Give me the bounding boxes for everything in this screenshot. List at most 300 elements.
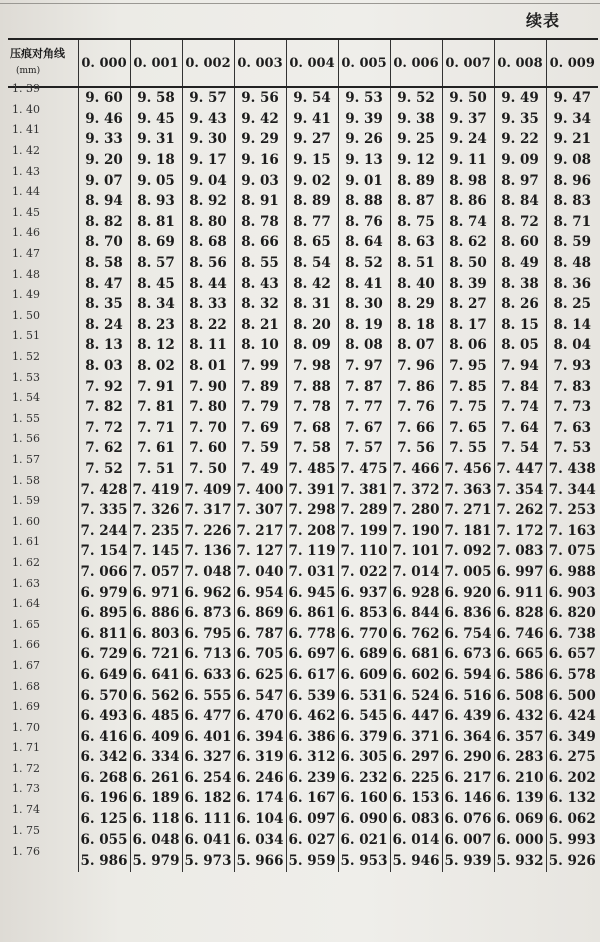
table-row	[8, 129, 598, 150]
hardness-value-cell: 7. 94	[494, 356, 546, 377]
hardness-value-cell: 6. 196	[78, 788, 130, 809]
hardness-value-cell: 8. 54	[286, 253, 338, 274]
hardness-value-cell: 6. 076	[442, 809, 494, 830]
hardness-value-cell: 5. 959	[286, 850, 338, 872]
diagonal-cell: 1. 52	[12, 350, 40, 364]
table-row	[8, 582, 598, 603]
hardness-value-cell: 6. 334	[130, 747, 182, 768]
hardness-value-cell: 7. 110	[338, 541, 390, 562]
hardness-value-cell: 9. 53	[338, 87, 390, 109]
hardness-value-cell: 6. 531	[338, 685, 390, 706]
hardness-value-cell: 8. 77	[286, 212, 338, 233]
table-row	[8, 665, 598, 686]
hardness-value-cell: 6. 617	[286, 665, 338, 686]
hardness-value-cell: 7. 71	[130, 418, 182, 439]
hardness-value-cell: 9. 31	[130, 129, 182, 150]
hardness-value-cell: 7. 90	[182, 376, 234, 397]
hardness-value-cell: 8. 31	[286, 294, 338, 315]
hardness-value-cell: 5. 966	[234, 850, 286, 872]
hardness-value-cell: 8. 30	[338, 294, 390, 315]
hardness-value-cell: 7. 59	[234, 438, 286, 459]
hardness-value-cell: 9. 57	[182, 87, 234, 109]
hardness-value-cell: 6. 508	[494, 685, 546, 706]
diagonal-cell: 1. 70	[12, 720, 40, 734]
table-row	[8, 150, 598, 171]
hardness-value-cell: 8. 52	[338, 253, 390, 274]
diagonal-cell: 1. 76	[12, 844, 40, 858]
hardness-value-cell: 8. 05	[494, 335, 546, 356]
hardness-value-cell: 7. 485	[286, 459, 338, 480]
hardness-value-cell: 8. 59	[546, 232, 598, 253]
hardness-value-cell: 9. 08	[546, 150, 598, 171]
hardness-value-cell: 6. 254	[182, 768, 234, 789]
diagonal-cell: 1. 75	[12, 823, 40, 837]
diagonal-cell: 1. 61	[12, 535, 40, 549]
hardness-value-cell: 6. 649	[78, 665, 130, 686]
hardness-value-cell: 6. 401	[182, 726, 234, 747]
hardness-value-cell: 6. 602	[390, 665, 442, 686]
hardness-value-cell: 9. 34	[546, 109, 598, 130]
hardness-value-cell: 7. 163	[546, 520, 598, 541]
hardness-value-cell: 8. 65	[286, 232, 338, 253]
hardness-value-cell: 6. 524	[390, 685, 442, 706]
hardness-value-cell: 6. 609	[338, 665, 390, 686]
hardness-value-cell: 7. 51	[130, 459, 182, 480]
hardness-value-cell: 8. 51	[390, 253, 442, 274]
hardness-value-cell: 8. 26	[494, 294, 546, 315]
hardness-value-cell: 6. 979	[78, 582, 130, 603]
hardness-table	[8, 38, 598, 872]
hardness-value-cell: 7. 70	[182, 418, 234, 439]
hardness-value-cell: 7. 280	[390, 500, 442, 521]
hardness-value-cell: 7. 77	[338, 397, 390, 418]
table-row	[8, 170, 598, 191]
diagonal-cell: 1. 74	[12, 803, 40, 817]
hardness-value-cell: 6. 424	[546, 706, 598, 727]
hardness-value-cell: 6. 379	[338, 726, 390, 747]
hardness-value-cell: 6. 189	[130, 788, 182, 809]
hardness-value-cell: 6. 132	[546, 788, 598, 809]
hardness-value-cell: 7. 91	[130, 376, 182, 397]
hardness-value-cell: 8. 71	[546, 212, 598, 233]
hardness-value-cell: 8. 60	[494, 232, 546, 253]
hardness-value-cell: 7. 85	[442, 376, 494, 397]
hardness-value-cell: 6. 055	[78, 829, 130, 850]
hardness-value-cell: 7. 50	[182, 459, 234, 480]
table-row	[8, 747, 598, 768]
table-row	[8, 335, 598, 356]
hardness-value-cell: 9. 30	[182, 129, 234, 150]
table-row	[8, 273, 598, 294]
column-header: 0. 003	[234, 39, 286, 87]
hardness-value-cell: 6. 886	[130, 603, 182, 624]
diagonal-cell: 1. 53	[12, 370, 40, 384]
hardness-value-cell: 8. 89	[286, 191, 338, 212]
hardness-value-cell: 7. 253	[546, 500, 598, 521]
hardness-value-cell: 8. 06	[442, 335, 494, 356]
hardness-value-cell: 8. 22	[182, 315, 234, 336]
hardness-value-cell: 8. 43	[234, 273, 286, 294]
hardness-value-cell: 6. 167	[286, 788, 338, 809]
hardness-value-cell: 7. 86	[390, 376, 442, 397]
diagonal-cell: 1. 49	[12, 288, 40, 302]
table-row	[8, 685, 598, 706]
hardness-value-cell: 6. 118	[130, 809, 182, 830]
hardness-value-cell: 7. 419	[130, 479, 182, 500]
diagonal-cell: 1. 65	[12, 617, 40, 631]
hardness-value-cell: 7. 54	[494, 438, 546, 459]
hardness-value-cell: 9. 56	[234, 87, 286, 109]
hardness-value-cell: 8. 19	[338, 315, 390, 336]
hardness-value-cell: 8. 07	[390, 335, 442, 356]
hardness-value-cell: 8. 10	[234, 335, 286, 356]
hardness-value-cell: 8. 34	[130, 294, 182, 315]
hardness-value-cell: 9. 49	[494, 87, 546, 109]
hardness-value-cell: 5. 973	[182, 850, 234, 872]
hardness-value-cell: 6. 778	[286, 623, 338, 644]
hardness-value-cell: 7. 391	[286, 479, 338, 500]
diagonal-cell: 1. 56	[12, 432, 40, 446]
hardness-value-cell: 7. 298	[286, 500, 338, 521]
hardness-value-cell: 6. 174	[234, 788, 286, 809]
diagonal-cell: 1. 58	[12, 473, 40, 487]
hardness-value-cell: 8. 87	[390, 191, 442, 212]
table-row	[8, 397, 598, 418]
table-header-row	[8, 39, 598, 87]
hardness-value-cell: 6. 820	[546, 603, 598, 624]
hardness-value-cell: 7. 363	[442, 479, 494, 500]
hardness-value-cell: 7. 262	[494, 500, 546, 521]
hardness-value-cell: 6. 705	[234, 644, 286, 665]
hardness-value-cell: 8. 58	[78, 253, 130, 274]
hardness-value-cell: 8. 39	[442, 273, 494, 294]
hardness-value-cell: 8. 33	[182, 294, 234, 315]
hardness-value-cell: 7. 53	[546, 438, 598, 459]
hardness-value-cell: 7. 62	[78, 438, 130, 459]
hardness-value-cell: 6. 729	[78, 644, 130, 665]
hardness-value-cell: 8. 81	[130, 212, 182, 233]
hardness-value-cell: 6. 869	[234, 603, 286, 624]
hardness-value-cell: 7. 154	[78, 541, 130, 562]
diagonal-cell: 1. 50	[12, 308, 40, 322]
hardness-value-cell: 8. 97	[494, 170, 546, 191]
hardness-value-cell: 6. 937	[338, 582, 390, 603]
hardness-value-cell: 7. 72	[78, 418, 130, 439]
hardness-value-cell: 9. 25	[390, 129, 442, 150]
hardness-value-cell: 7. 97	[338, 356, 390, 377]
hardness-value-cell: 8. 01	[182, 356, 234, 377]
hardness-value-cell: 6. 570	[78, 685, 130, 706]
hardness-value-cell: 6. 997	[494, 562, 546, 583]
hardness-value-cell: 6. 787	[234, 623, 286, 644]
hardness-value-cell: 6. 069	[494, 809, 546, 830]
hardness-value-cell: 6. 795	[182, 623, 234, 644]
hardness-value-cell: 9. 26	[338, 129, 390, 150]
hardness-value-cell: 6. 681	[390, 644, 442, 665]
hardness-value-cell: 6. 062	[546, 809, 598, 830]
hardness-value-cell: 6. 713	[182, 644, 234, 665]
hardness-value-cell: 6. 312	[286, 747, 338, 768]
hardness-value-cell: 7. 307	[234, 500, 286, 521]
hardness-value-cell: 8. 94	[78, 191, 130, 212]
hardness-value-cell: 7. 95	[442, 356, 494, 377]
hardness-value-cell: 7. 447	[494, 459, 546, 480]
hardness-value-cell: 7. 235	[130, 520, 182, 541]
table-row	[8, 294, 598, 315]
hardness-value-cell: 6. 738	[546, 623, 598, 644]
hardness-value-cell: 6. 485	[130, 706, 182, 727]
hardness-value-cell: 8. 23	[130, 315, 182, 336]
hardness-value-cell: 6. 432	[494, 706, 546, 727]
hardness-value-cell: 6. 409	[130, 726, 182, 747]
hardness-value-cell: 6. 903	[546, 582, 598, 603]
hardness-value-cell: 6. 210	[494, 768, 546, 789]
hardness-value-cell: 6. 000	[494, 829, 546, 850]
table-body	[8, 82, 598, 872]
hardness-value-cell: 8. 56	[182, 253, 234, 274]
hardness-value-cell: 9. 16	[234, 150, 286, 171]
hardness-value-cell: 6. 746	[494, 623, 546, 644]
hardness-value-cell: 8. 74	[442, 212, 494, 233]
hardness-value-cell: 7. 271	[442, 500, 494, 521]
hardness-value-cell: 6. 041	[182, 829, 234, 850]
hardness-value-cell: 9. 60	[78, 87, 130, 109]
hardness-value-cell: 9. 29	[234, 129, 286, 150]
table-row	[8, 500, 598, 521]
hardness-value-cell: 6. 357	[494, 726, 546, 747]
hardness-value-cell: 8. 18	[390, 315, 442, 336]
hardness-value-cell: 8. 78	[234, 212, 286, 233]
hardness-value-cell: 7. 040	[234, 562, 286, 583]
diagonal-cell: 1. 73	[12, 782, 40, 796]
hardness-value-cell: 7. 82	[78, 397, 130, 418]
hardness-value-cell: 6. 014	[390, 829, 442, 850]
hardness-value-cell: 6. 225	[390, 768, 442, 789]
hardness-value-cell: 6. 641	[130, 665, 182, 686]
hardness-value-cell: 9. 58	[130, 87, 182, 109]
header-diagonal-unit: (mm)	[16, 66, 41, 76]
hardness-value-cell: 6. 232	[338, 768, 390, 789]
hardness-value-cell: 8. 48	[546, 253, 598, 274]
hardness-value-cell: 6. 971	[130, 582, 182, 603]
hardness-value-cell: 7. 344	[546, 479, 598, 500]
hardness-value-cell: 6. 873	[182, 603, 234, 624]
column-header: 0. 008	[494, 39, 546, 87]
hardness-value-cell: 7. 52	[78, 459, 130, 480]
hardness-value-cell: 7. 092	[442, 541, 494, 562]
hardness-value-cell: 8. 50	[442, 253, 494, 274]
hardness-value-cell: 7. 61	[130, 438, 182, 459]
table-row	[8, 109, 598, 130]
hardness-value-cell: 8. 38	[494, 273, 546, 294]
diagonal-cell: 1. 51	[12, 329, 40, 343]
table-row	[8, 212, 598, 233]
hardness-value-cell: 8. 69	[130, 232, 182, 253]
hardness-value-cell: 9. 43	[182, 109, 234, 130]
hardness-value-cell: 7. 84	[494, 376, 546, 397]
column-header: 0. 000	[78, 39, 130, 87]
hardness-value-cell: 6. 261	[130, 768, 182, 789]
hardness-value-cell: 6. 545	[338, 706, 390, 727]
continued-table-caption: 续表	[525, 11, 560, 30]
table-row	[8, 541, 598, 562]
hardness-value-cell: 7. 244	[78, 520, 130, 541]
hardness-value-cell: 6. 319	[234, 747, 286, 768]
hardness-value-cell: 6. 911	[494, 582, 546, 603]
hardness-value-cell: 6. 327	[182, 747, 234, 768]
hardness-value-cell: 8. 32	[234, 294, 286, 315]
hardness-value-cell: 9. 11	[442, 150, 494, 171]
hardness-value-cell: 6. 268	[78, 768, 130, 789]
diagonal-cell: 1. 72	[12, 761, 40, 775]
hardness-value-cell: 5. 926	[546, 850, 598, 872]
hardness-value-cell: 6. 246	[234, 768, 286, 789]
hardness-value-cell: 6. 844	[390, 603, 442, 624]
hardness-value-cell: 8. 08	[338, 335, 390, 356]
hardness-value-cell: 9. 47	[546, 87, 598, 109]
hardness-value-cell: 7. 57	[338, 438, 390, 459]
table-row	[8, 232, 598, 253]
hardness-value-cell: 6. 283	[494, 747, 546, 768]
hardness-value-cell: 6. 416	[78, 726, 130, 747]
hardness-value-cell: 6. 386	[286, 726, 338, 747]
hardness-value-cell: 8. 14	[546, 315, 598, 336]
column-header: 0. 007	[442, 39, 494, 87]
hardness-value-cell: 8. 93	[130, 191, 182, 212]
hardness-value-cell: 6. 586	[494, 665, 546, 686]
hardness-value-cell: 7. 022	[338, 562, 390, 583]
hardness-value-cell: 7. 005	[442, 562, 494, 583]
hardness-value-cell: 6. 721	[130, 644, 182, 665]
hardness-value-cell: 6. 027	[286, 829, 338, 850]
hardness-value-cell: 5. 979	[130, 850, 182, 872]
hardness-value-cell: 7. 456	[442, 459, 494, 480]
hardness-value-cell: 8. 89	[390, 170, 442, 191]
hardness-value-cell: 7. 014	[390, 562, 442, 583]
hardness-value-cell: 9. 12	[390, 150, 442, 171]
hardness-value-cell: 9. 15	[286, 150, 338, 171]
hardness-value-cell: 6. 034	[234, 829, 286, 850]
hardness-value-cell: 6. 090	[338, 809, 390, 830]
hardness-value-cell: 8. 86	[442, 191, 494, 212]
diagonal-cell: 1. 68	[12, 679, 40, 693]
column-header: 0. 001	[130, 39, 182, 87]
hardness-value-cell: 7. 217	[234, 520, 286, 541]
table-row	[8, 623, 598, 644]
hardness-value-cell: 9. 39	[338, 109, 390, 130]
hardness-value-cell: 6. 962	[182, 582, 234, 603]
hardness-value-cell: 8. 17	[442, 315, 494, 336]
hardness-value-cell: 6. 633	[182, 665, 234, 686]
diagonal-cell: 1. 62	[12, 555, 40, 569]
column-header: 0. 009	[546, 39, 598, 87]
hardness-value-cell: 9. 01	[338, 170, 390, 191]
hardness-value-cell: 8. 29	[390, 294, 442, 315]
hardness-value-cell: 6. 555	[182, 685, 234, 706]
hardness-value-cell: 6. 828	[494, 603, 546, 624]
hardness-value-cell: 7. 101	[390, 541, 442, 562]
table-row	[8, 706, 598, 727]
hardness-value-cell: 9. 54	[286, 87, 338, 109]
hardness-value-cell: 8. 91	[234, 191, 286, 212]
hardness-value-cell: 6. 048	[130, 829, 182, 850]
hardness-value-cell: 8. 36	[546, 273, 598, 294]
diagonal-cell: 1. 60	[12, 514, 40, 528]
hardness-value-cell: 8. 64	[338, 232, 390, 253]
hardness-value-cell: 6. 477	[182, 706, 234, 727]
hardness-value-cell: 7. 208	[286, 520, 338, 541]
hardness-value-cell: 7. 075	[546, 541, 598, 562]
table-row	[8, 438, 598, 459]
hardness-value-cell: 7. 67	[338, 418, 390, 439]
hardness-value-cell: 8. 27	[442, 294, 494, 315]
hardness-value-cell: 6. 153	[390, 788, 442, 809]
hardness-value-cell: 6. 493	[78, 706, 130, 727]
diagonal-cell: 1. 40	[12, 102, 40, 116]
hardness-value-cell: 6. 083	[390, 809, 442, 830]
hardness-value-cell: 8. 68	[182, 232, 234, 253]
hardness-value-cell: 6. 895	[78, 603, 130, 624]
hardness-value-cell: 7. 65	[442, 418, 494, 439]
hardness-value-cell: 8. 83	[546, 191, 598, 212]
hardness-value-cell: 7. 69	[234, 418, 286, 439]
hardness-value-cell: 7. 400	[234, 479, 286, 500]
hardness-value-cell: 9. 50	[442, 87, 494, 109]
hardness-value-cell: 8. 76	[338, 212, 390, 233]
hardness-value-cell: 6. 689	[338, 644, 390, 665]
hardness-value-cell: 8. 35	[78, 294, 130, 315]
hardness-value-cell: 6. 578	[546, 665, 598, 686]
hardness-value-cell: 9. 02	[286, 170, 338, 191]
hardness-value-cell: 7. 93	[546, 356, 598, 377]
table-row	[8, 253, 598, 274]
hardness-table-container	[8, 38, 598, 872]
hardness-value-cell: 9. 45	[130, 109, 182, 130]
hardness-value-cell: 6. 697	[286, 644, 338, 665]
hardness-value-cell: 8. 44	[182, 273, 234, 294]
diagonal-cell: 1. 44	[12, 185, 40, 199]
hardness-value-cell: 7. 190	[390, 520, 442, 541]
hardness-value-cell: 7. 80	[182, 397, 234, 418]
hardness-value-cell: 6. 160	[338, 788, 390, 809]
hardness-value-cell: 7. 428	[78, 479, 130, 500]
hardness-value-cell: 7. 289	[338, 500, 390, 521]
diagonal-cell: 1. 54	[12, 391, 40, 405]
hardness-value-cell: 8. 04	[546, 335, 598, 356]
hardness-value-cell: 6. 539	[286, 685, 338, 706]
diagonal-cell: 1. 48	[12, 267, 40, 281]
hardness-value-cell: 6. 097	[286, 809, 338, 830]
diagonal-cell: 1. 63	[12, 576, 40, 590]
hardness-value-cell: 8. 20	[286, 315, 338, 336]
hardness-value-cell: 8. 96	[546, 170, 598, 191]
hardness-value-cell: 6. 239	[286, 768, 338, 789]
diagonal-cell: 1. 66	[12, 638, 40, 652]
hardness-value-cell: 6. 470	[234, 706, 286, 727]
hardness-value-cell: 6. 500	[546, 685, 598, 706]
table-row	[8, 418, 598, 439]
hardness-value-cell: 7. 119	[286, 541, 338, 562]
hardness-value-cell: 6. 594	[442, 665, 494, 686]
diagonal-cell: 1. 45	[12, 205, 40, 219]
hardness-value-cell: 6. 462	[286, 706, 338, 727]
hardness-value-cell: 6. 007	[442, 829, 494, 850]
hardness-value-cell: 7. 98	[286, 356, 338, 377]
hardness-value-cell: 9. 04	[182, 170, 234, 191]
hardness-value-cell: 9. 13	[338, 150, 390, 171]
hardness-value-cell: 8. 02	[130, 356, 182, 377]
hardness-value-cell: 8. 57	[130, 253, 182, 274]
